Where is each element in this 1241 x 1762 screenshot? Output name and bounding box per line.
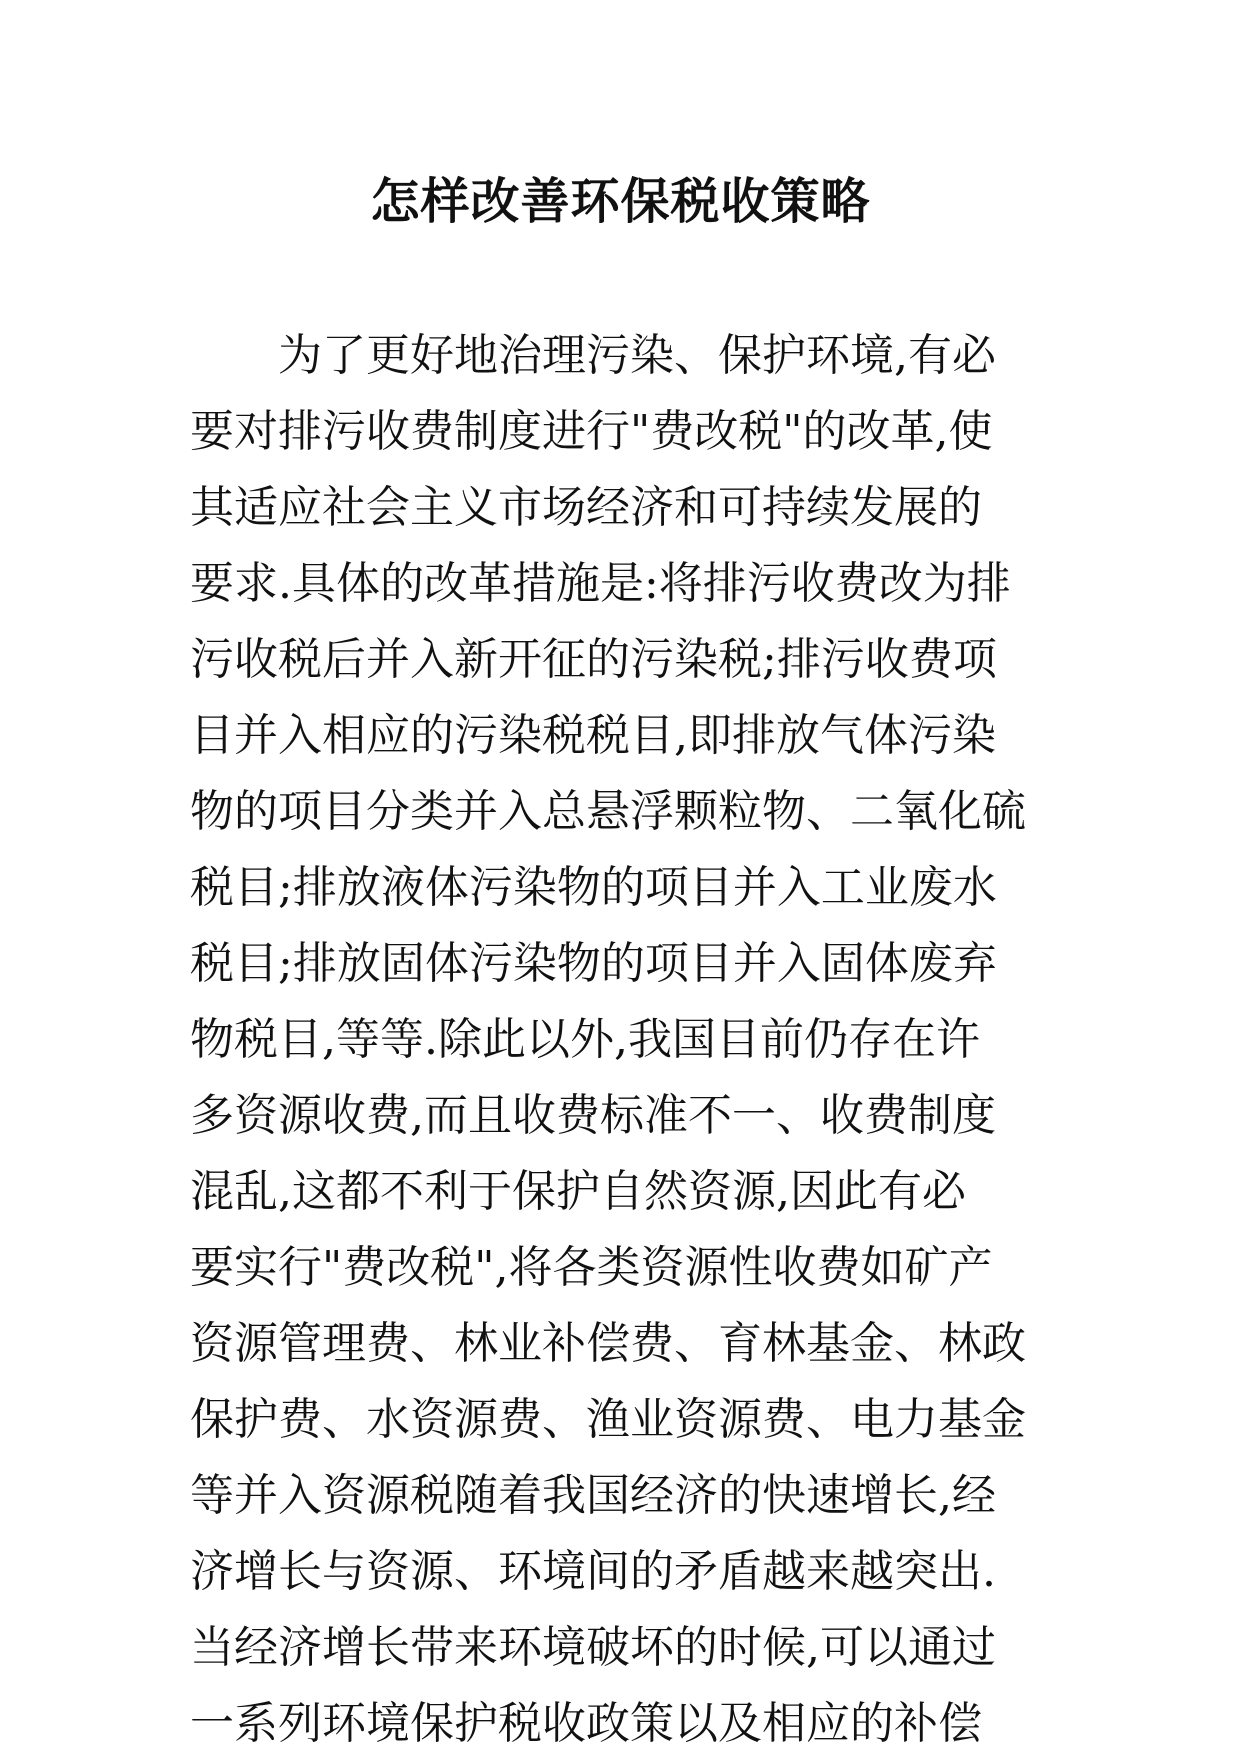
body-line: 其适应社会主义市场经济和可持续发展的 (190, 482, 982, 533)
body-line: 济增长与资源、环境间的矛盾越来越突出. (190, 1546, 996, 1597)
body-line: 污收税后并入新开征的污染税;排污收费项 (190, 634, 997, 685)
body-line: 当经济增长带来环境破坏的时候,可以通过 (190, 1622, 996, 1673)
body-line: 目并入相应的污染税税目,即排放气体污染 (190, 710, 996, 761)
body-line: 混乱,这都不利于保护自然资源,因此有必 (190, 1166, 966, 1217)
body-line: 为了更好地治理污染、保护环境,有必 (190, 330, 996, 381)
body-line: 物税目,等等.除此以外,我国目前仍存在许 (190, 1014, 980, 1065)
document-title: 怎样改善环保税收策略 (370, 172, 871, 230)
body-line: 一系列环境保护税收政策以及相应的补偿 (190, 1698, 982, 1749)
document-body (190, 318, 1070, 1762)
body-line: 税目;排放固体污染物的项目并入固体废弃 (190, 938, 997, 989)
body-line: 保护费、水资源费、渔业资源费、电力基金 (190, 1394, 1026, 1445)
body-line: 等并入资源税随着我国经济的快速增长,经 (190, 1470, 996, 1521)
body-line: 税目;排放液体污染物的项目并入工业废水 (190, 862, 997, 913)
body-line: 物的项目分类并入总悬浮颗粒物、二氧化硫 (190, 786, 1026, 837)
body-line: 多资源收费,而且收费标准不一、收费制度 (190, 1090, 996, 1141)
body-line: 要对排污收费制度进行"费改税"的改革,使 (190, 406, 993, 457)
body-line: 资源管理费、林业补偿费、育林基金、林政 (190, 1318, 1026, 1369)
body-line: 要实行"费改税",将各类资源性收费如矿产 (190, 1242, 993, 1293)
body-line: 要求.具体的改革措施是:将排污收费改为排 (190, 558, 1011, 609)
